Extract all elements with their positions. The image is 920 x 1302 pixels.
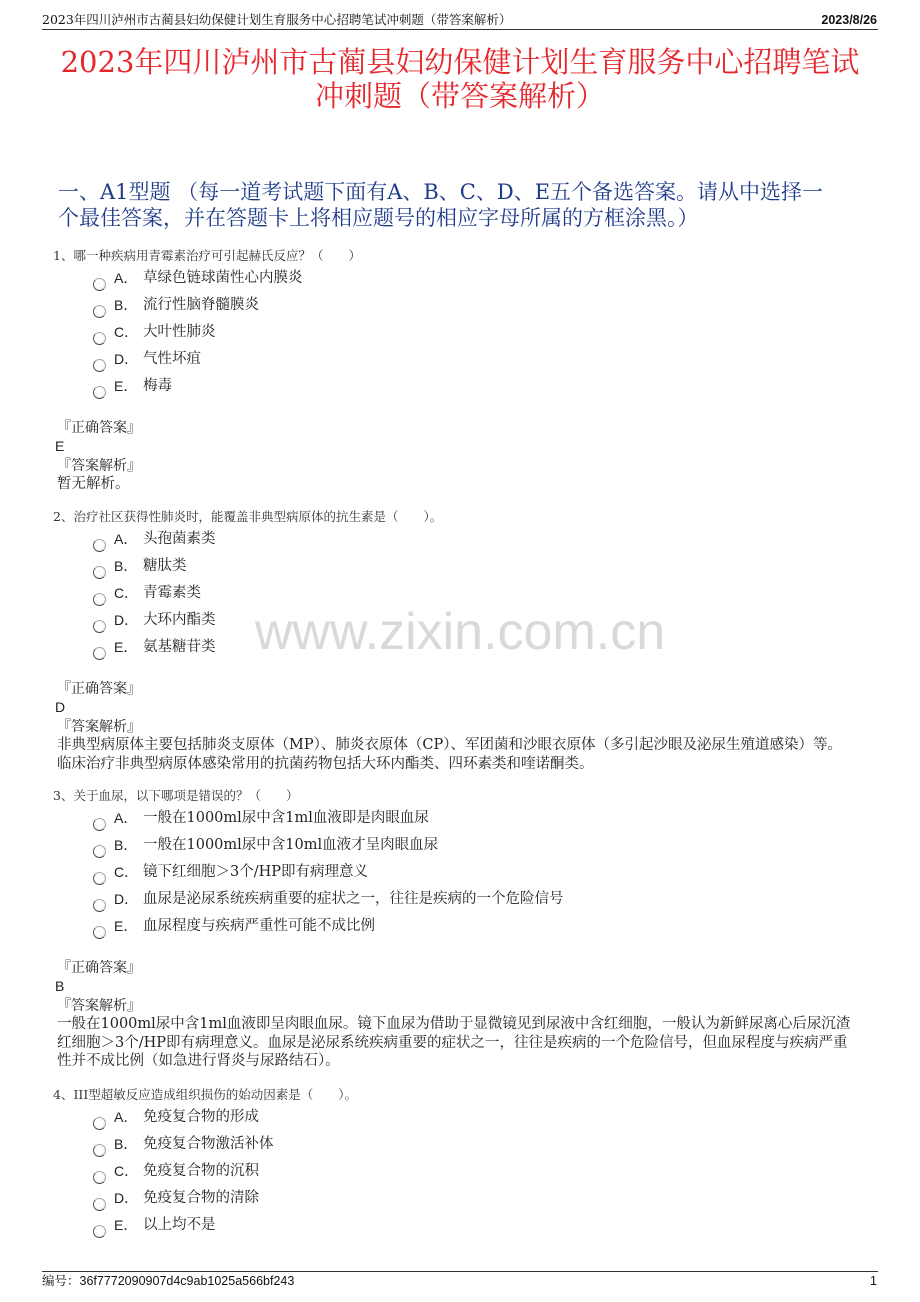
page-title-line: 2023年四川泸州市古蔺县妇幼保健计划生育服务中心招聘笔试 xyxy=(60,45,860,79)
option-text: 血尿是泌尿系统疾病重要的症状之一，往往是疾病的一个危险信号 xyxy=(143,891,564,907)
question-stem: 1、哪一种疾病用青霉素治疗可引起赫氏反应？（ ） xyxy=(53,248,361,263)
radio-circle-icon xyxy=(93,1117,106,1130)
correct-answer-label: 『正确答案』 xyxy=(57,960,141,976)
option-letter: D． xyxy=(114,612,139,628)
question-stem: 4、III型超敏反应造成组织损伤的始动因素是（ ）。 xyxy=(53,1087,358,1102)
radio-circle-icon xyxy=(93,1144,106,1157)
radio-circle-icon xyxy=(93,818,106,831)
option-d xyxy=(0,346,920,373)
option-letter: C． xyxy=(114,864,139,880)
correct-answer-label: 『正确答案』 xyxy=(57,681,141,697)
option-text: 免疫复合物的沉积 xyxy=(143,1163,259,1179)
section-heading xyxy=(58,179,823,231)
option-text: 免疫复合物的清除 xyxy=(143,1190,259,1206)
page-title-line: 冲刺题（带答案解析） xyxy=(314,79,605,113)
answer-analysis-label: 『答案解析』 xyxy=(57,998,141,1014)
option-text: 梅毒 xyxy=(143,378,172,394)
analysis-line: 非典型病原体主要包括肺炎支原体（MP）、肺炎衣原体（CP）、军团菌和沙眼衣原体（多引起沙眼及泌尿生殖道感染）等。 xyxy=(57,737,842,753)
question-stem: 2、治疗社区获得性肺炎时，能覆盖非典型病原体的抗生素是（ ）。 xyxy=(53,509,443,524)
option-d xyxy=(0,886,920,913)
radio-circle-icon xyxy=(93,566,106,579)
option-a xyxy=(0,1104,920,1131)
answer-analysis xyxy=(0,475,920,494)
option-text: 一般在1000ml尿中含1ml血液即是肉眼血尿 xyxy=(143,810,429,826)
option-text: 以上均不是 xyxy=(143,1217,216,1233)
radio-circle-icon xyxy=(93,647,106,660)
option-text: 青霉素类 xyxy=(143,585,201,601)
option-b xyxy=(0,1131,920,1158)
radio-circle-icon xyxy=(93,386,106,399)
correct-answer-label: 『正确答案』 xyxy=(57,420,141,436)
correct-answer-value: E xyxy=(55,438,65,454)
option-b xyxy=(0,832,920,859)
option-e xyxy=(0,373,920,400)
radio-circle-icon xyxy=(93,593,106,606)
option-e xyxy=(0,1212,920,1239)
option-letter: A． xyxy=(114,1109,138,1125)
page-number: 1 xyxy=(870,1274,877,1288)
document-serial-number: 编号：36f7772090907d4c9ab1025a566bf243 xyxy=(42,1274,295,1288)
option-letter: A． xyxy=(114,810,138,826)
option-text: 血尿程度与疾病严重性可能不成比例 xyxy=(143,918,375,934)
radio-circle-icon xyxy=(93,926,106,939)
option-text: 气性坏疽 xyxy=(143,351,201,367)
correct-answer-value: B xyxy=(55,978,65,994)
radio-circle-icon xyxy=(93,359,106,372)
question-1 xyxy=(0,247,920,494)
analysis-line: 性并不成比例（如急进行肾炎与尿路结石）。 xyxy=(57,1053,340,1069)
radio-circle-icon xyxy=(93,539,106,552)
running-header-date: 2023/8/26 xyxy=(821,13,877,27)
option-letter: B． xyxy=(114,837,138,853)
option-letter: D． xyxy=(114,891,139,907)
option-letter: D． xyxy=(114,351,139,367)
option-text: 糖肽类 xyxy=(143,558,187,574)
option-text: 流行性脑脊髓膜炎 xyxy=(143,297,259,313)
option-letter: C． xyxy=(114,1163,139,1179)
answer-analysis-label: 『答案解析』 xyxy=(57,719,141,735)
radio-circle-icon xyxy=(93,305,106,318)
option-a xyxy=(0,265,920,292)
analysis-line: 临床治疗非典型病原体感染常用的抗菌药物包括大环内酯类、四环素类和喹诺酮类。 xyxy=(57,755,594,772)
option-letter: B． xyxy=(114,1136,138,1152)
option-letter: E． xyxy=(114,639,138,655)
section-heading-line: 一、A1型题 （每一道考试题下面有A、B、C、D、E五个备选答案。请从中选择一 xyxy=(58,180,824,204)
option-a xyxy=(0,526,920,553)
watermark: www.zixin.com.cn xyxy=(254,603,666,661)
question-3 xyxy=(0,787,920,1071)
correct-answer-value: D xyxy=(55,699,66,715)
option-list xyxy=(0,265,920,400)
question-2 xyxy=(0,508,920,773)
radio-circle-icon xyxy=(93,332,106,345)
option-text: 免疫复合物激活补体 xyxy=(143,1136,274,1152)
analysis-line: 一般在1000ml尿中含1ml血液即呈肉眼血尿。镜下血尿为借助于显微镜见到尿液中含红细胞，一般认为新鲜尿离心后尿沉渣 xyxy=(57,1016,851,1032)
option-letter: B． xyxy=(114,297,138,313)
option-list xyxy=(0,526,920,661)
option-text: 大叶性肺炎 xyxy=(143,324,216,340)
radio-circle-icon xyxy=(93,278,106,291)
section-heading-line: 个最佳答案，并在答题卡上将相应题号的相应字母所属的方框涂黑。） xyxy=(58,206,699,230)
option-a xyxy=(0,805,920,832)
option-c xyxy=(0,1158,920,1185)
option-text: 氨基糖苷类 xyxy=(143,639,216,655)
option-letter: E． xyxy=(114,918,138,934)
analysis-line: 红细胞＞3个/HP即有病理意义。血尿是泌尿系统疾病重要的症状之一，往往是疾病的一个危险信号，但血尿程度与疾病严重 xyxy=(57,1034,848,1051)
option-b xyxy=(0,292,920,319)
radio-circle-icon xyxy=(93,1198,106,1211)
question-stem: 3、关于血尿，以下哪项是错误的？（ ） xyxy=(53,788,299,803)
option-letter: C． xyxy=(114,324,139,340)
option-d xyxy=(0,607,920,634)
option-b xyxy=(0,553,920,580)
header-divider xyxy=(42,29,878,30)
radio-circle-icon xyxy=(93,1171,106,1184)
option-letter: A． xyxy=(114,531,138,547)
option-text: 免疫复合物的形成 xyxy=(143,1109,259,1125)
option-text: 草绿色链球菌性心内膜炎 xyxy=(143,270,303,286)
footer-divider xyxy=(42,1271,878,1272)
option-text: 一般在1000ml尿中含10ml血液才呈肉眼血尿 xyxy=(143,837,439,853)
option-letter: E． xyxy=(114,1217,138,1233)
answer-analysis xyxy=(0,1015,920,1071)
option-letter: D． xyxy=(114,1190,139,1206)
radio-circle-icon xyxy=(93,899,106,912)
running-header-title: 2023年四川泸州市古蔺县妇幼保健计划生育服务中心招聘笔试冲刺题（带答案解析） xyxy=(42,12,512,27)
option-text: 镜下红细胞＞3个/HP即有病理意义 xyxy=(143,864,369,880)
radio-circle-icon xyxy=(93,845,106,858)
radio-circle-icon xyxy=(93,872,106,885)
answer-analysis xyxy=(0,736,920,773)
option-list xyxy=(0,1104,920,1239)
option-text: 大环内酯类 xyxy=(143,612,216,628)
question-4 xyxy=(0,1086,920,1239)
option-letter: B． xyxy=(114,558,138,574)
answer-analysis-label: 『答案解析』 xyxy=(57,458,141,474)
analysis-line: 暂无解析。 xyxy=(57,476,130,492)
radio-circle-icon xyxy=(93,620,106,633)
option-e xyxy=(0,913,920,940)
page-title xyxy=(0,45,920,113)
option-c xyxy=(0,859,920,886)
option-text: 头孢菌素类 xyxy=(143,531,216,547)
option-letter: E． xyxy=(114,378,138,394)
option-letter: A． xyxy=(114,270,138,286)
option-d xyxy=(0,1185,920,1212)
option-letter: C． xyxy=(114,585,139,601)
option-list xyxy=(0,805,920,940)
radio-circle-icon xyxy=(93,1225,106,1238)
option-c xyxy=(0,580,920,607)
option-c xyxy=(0,319,920,346)
option-e xyxy=(0,634,920,661)
